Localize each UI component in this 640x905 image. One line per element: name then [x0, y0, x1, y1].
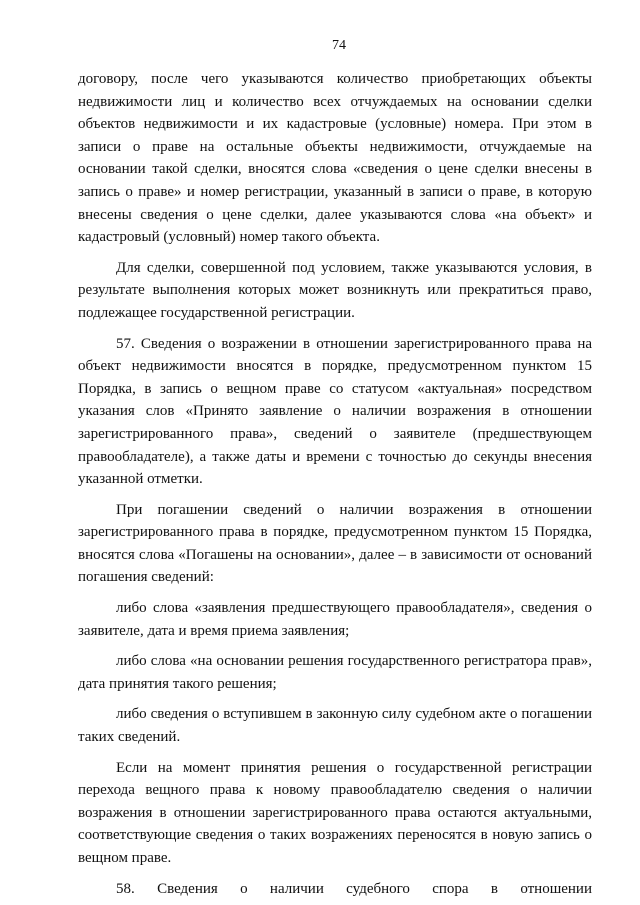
- paragraph-continuation: договору, после чего указываются количество приобретающих объекты недвижимости лиц и количество всех отчуждаемых на основании сделки объектов недвижимости и их кадастровые (условные) номера. При этом в записи о праве на остальные объекты недвижимости, отчуждаемые на основании такой сделки, вносятся слова «сведения о цене сделки внесены в запись о праве» и номер регистрации, указанный в записи о праве, в которую внесены сведения о цене сделки, далее указываются слова «на объект» и кадастровый (условный) номер такого объекта.: [78, 71, 592, 246]
- paragraph-58-court-dispute: 58. Сведения о наличии судебного спора в отношении: [116, 880, 592, 897]
- paragraph-option-registrar: либо слова «на основании решения государственного регистратора прав», дата принятия такого решения;: [78, 653, 592, 692]
- page-number: 74: [332, 38, 346, 53]
- paragraph-option-court: либо сведения о вступившем в законную силу судебном акте о погашении таких сведений.: [78, 706, 592, 746]
- paragraph-57-objection: 57. Сведения о возражении в отношении зарегистрированного права на объект недвижимости вносятся в порядке, предусмотренном пунктом 15 Порядка, в запись о вещном праве со статусом «актуальная» посредством указания слов «Принято заявление о наличии возражения в отношении зарегистрированного права», сведений о заявителе (предшествующем правообладателе), а также даты и времени с точностью до секунды внесения указанной отметки.: [78, 335, 592, 488]
- paragraph-objection-cancellation: При погашении сведений о наличии возражения в отношении зарегистрированного права в порядке, предусмотренном пунктом 15 Порядка, вносятся слова «Погашены на основании», далее – в зависимости от оснований погашения сведений:: [78, 501, 592, 586]
- paragraph-option-applicant: либо слова «заявления предшествующего правообладателя», сведения о заявителе, дата и время приема заявления;: [78, 600, 592, 639]
- paragraph-transfer-objection: Если на момент принятия решения о государственной регистрации перехода вещного права к новому правообладателю сведения о наличии возражения в отношении зарегистрированного права остаются актуальными, соответствующие сведения о таких возражениях переносятся в новую запись о вещном праве.: [78, 759, 592, 866]
- paragraph-conditional-deal: Для сделки, совершенной под условием, также указываются условия, в результате выполнения которых может возникнуть или прекратиться право, подлежащее государственной регистрации.: [78, 259, 592, 321]
